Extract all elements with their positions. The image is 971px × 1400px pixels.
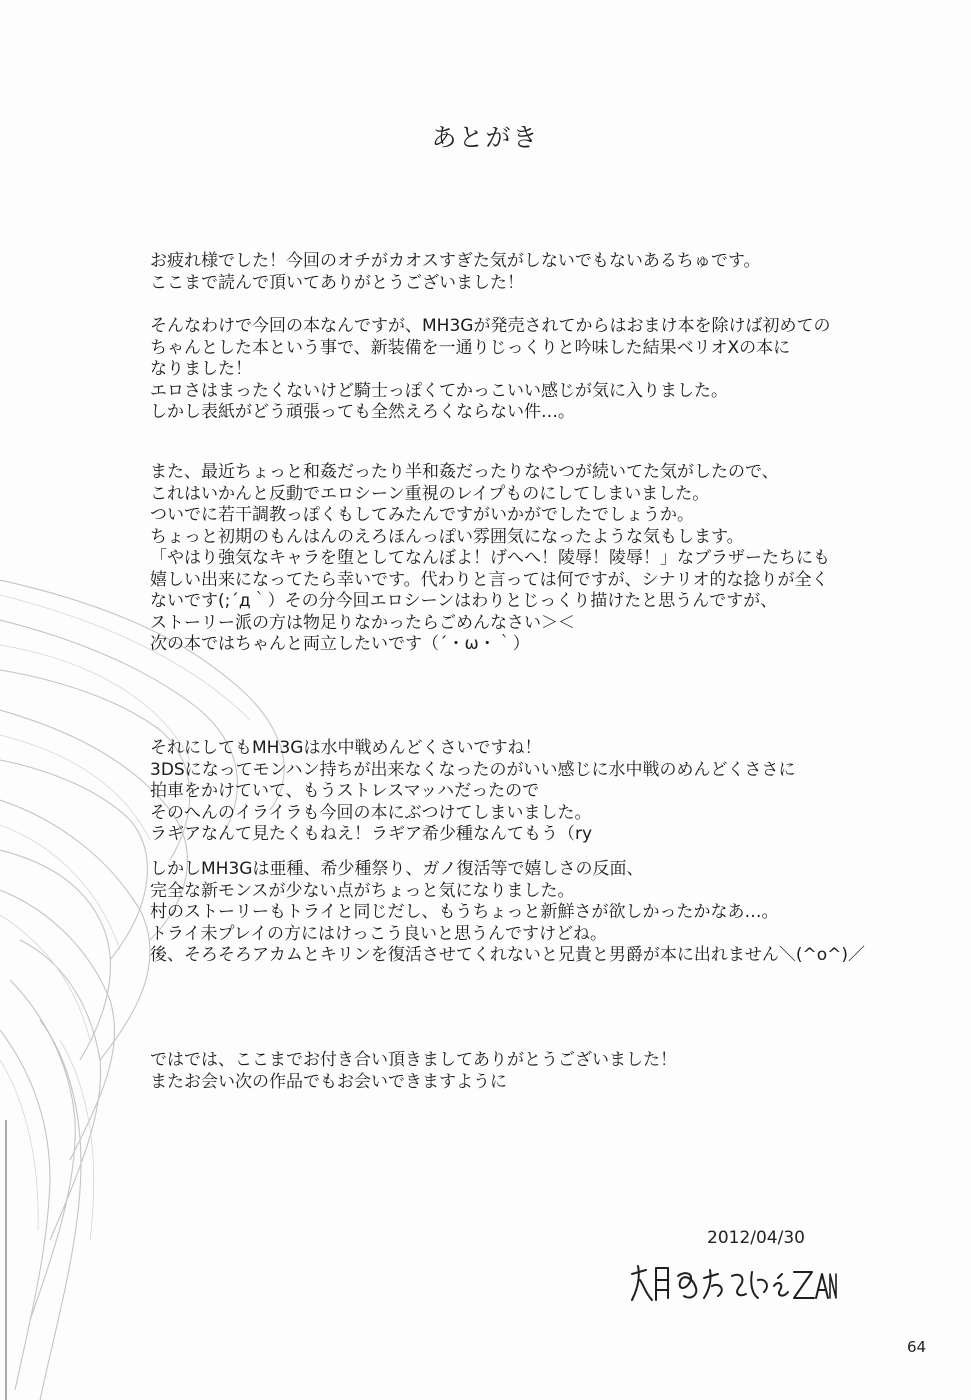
- text-line: 「やはり強気なキャラを堕としてなんぼよ！げへへ！陵辱！陵辱！」なブラザーたちにも: [150, 548, 830, 568]
- text-line: ちょっと初期のもんはんのえろほんっぽい雰囲気になったような気もします。: [150, 526, 744, 547]
- text-line: また、最近ちょっと和姦だったり半和姦だったりなやつが続いてた気がしたので、: [150, 462, 779, 482]
- handwritten-signature: [628, 1260, 838, 1306]
- text-line: 拍車をかけていて、もうストレスマッハだったので: [150, 781, 540, 801]
- text-line: そのへんのイライラも今回の本にぶつけてしまいました。: [150, 802, 592, 823]
- text-line: ラギアなんて見たくもねえ！ラギア希少種なんてもう（ry: [150, 824, 593, 844]
- paragraph-6: [150, 1050, 950, 1093]
- page-title: あとがき: [431, 123, 540, 152]
- paragraph-4: [150, 738, 950, 846]
- hair-line-art-decoration: [0, 560, 340, 1400]
- date-label: 2012/04/30: [707, 1228, 805, 1248]
- text-line: そんなわけで今回の本なんですが、MH3Gが発売されてからはおまけ本を除けば初めての: [150, 316, 831, 336]
- text-line: 後、そろそろアカムとキリンを復活させてくれないと兄貴と男爵が本に出れません＼(^o^)／: [150, 945, 865, 965]
- text-line: 嬉しい出来になってたら幸いです。代わりと言っては何ですが、シナリオ的な捻りが全く: [150, 569, 829, 590]
- paragraph-5: [150, 859, 950, 967]
- paragraph-3: [150, 462, 950, 656]
- text-line: しかしMH3Gは亜種、希少種祭り、ガノ復活等で嬉しさの反面、: [150, 859, 644, 879]
- text-line: 次の本ではちゃんと両立したいです（´・ω・｀）: [150, 634, 530, 654]
- text-line: それにしてもMH3Gは水中戦めんどくさいですね！: [150, 738, 542, 758]
- text-line: またお会い次の作品でもお会いできますように: [150, 1071, 507, 1092]
- text-line: トライ未プレイの方にはけっこう良いと思うんですけどね。: [150, 923, 607, 944]
- text-line: 村のストーリーもトライと同じだし、もうちょっと新鮮さが欲しかったかなあ…。: [150, 902, 779, 922]
- paragraph-1: [150, 251, 950, 294]
- text-line: ここまで読んで頂いてありがとうございました！: [150, 272, 524, 293]
- text-line: 完全な新モンスが少ない点がちょっと気になりました。: [150, 880, 575, 901]
- text-line: お疲れ様でした！今回のオチがカオスすぎた気がしないでもないあるちゅです。: [150, 251, 761, 271]
- text-line: ストーリー派の方は物足りなかったらごめんなさい＞＜: [150, 612, 575, 633]
- text-line: しかし表紙がどう頑張っても全然えろくならない件…。: [150, 402, 575, 422]
- paragraph-2: [150, 316, 950, 424]
- text-line: なりました！: [150, 359, 252, 379]
- text-line: ちゃんとした本という事で、新装備を一通りじっくりと吟味した結果ベリオXの本に: [150, 337, 791, 358]
- text-line: ないです(;´д｀）その分今回エロシーンはわりとじっくり描けたと思うんですが、: [150, 591, 778, 611]
- text-line: これはいかんと反動でエロシーン重視のレイプものにしてしまいました。: [150, 483, 710, 504]
- text-line: ではでは、ここまでお付き合い頂きましてありがとうございました！: [150, 1050, 677, 1070]
- text-line: ついでに若干調教っぽくもしてみたんですがいかがでしたでしょうか。: [150, 505, 694, 525]
- page-number: 64: [907, 1338, 927, 1356]
- text-line: エロさはまったくないけど騎士っぽくてかっこいい感じが気に入りました。: [150, 380, 728, 401]
- text-line: 3DSになってモンハン持ちが出来なくなったのがいい感じに水中戦のめんどくささに: [150, 759, 796, 780]
